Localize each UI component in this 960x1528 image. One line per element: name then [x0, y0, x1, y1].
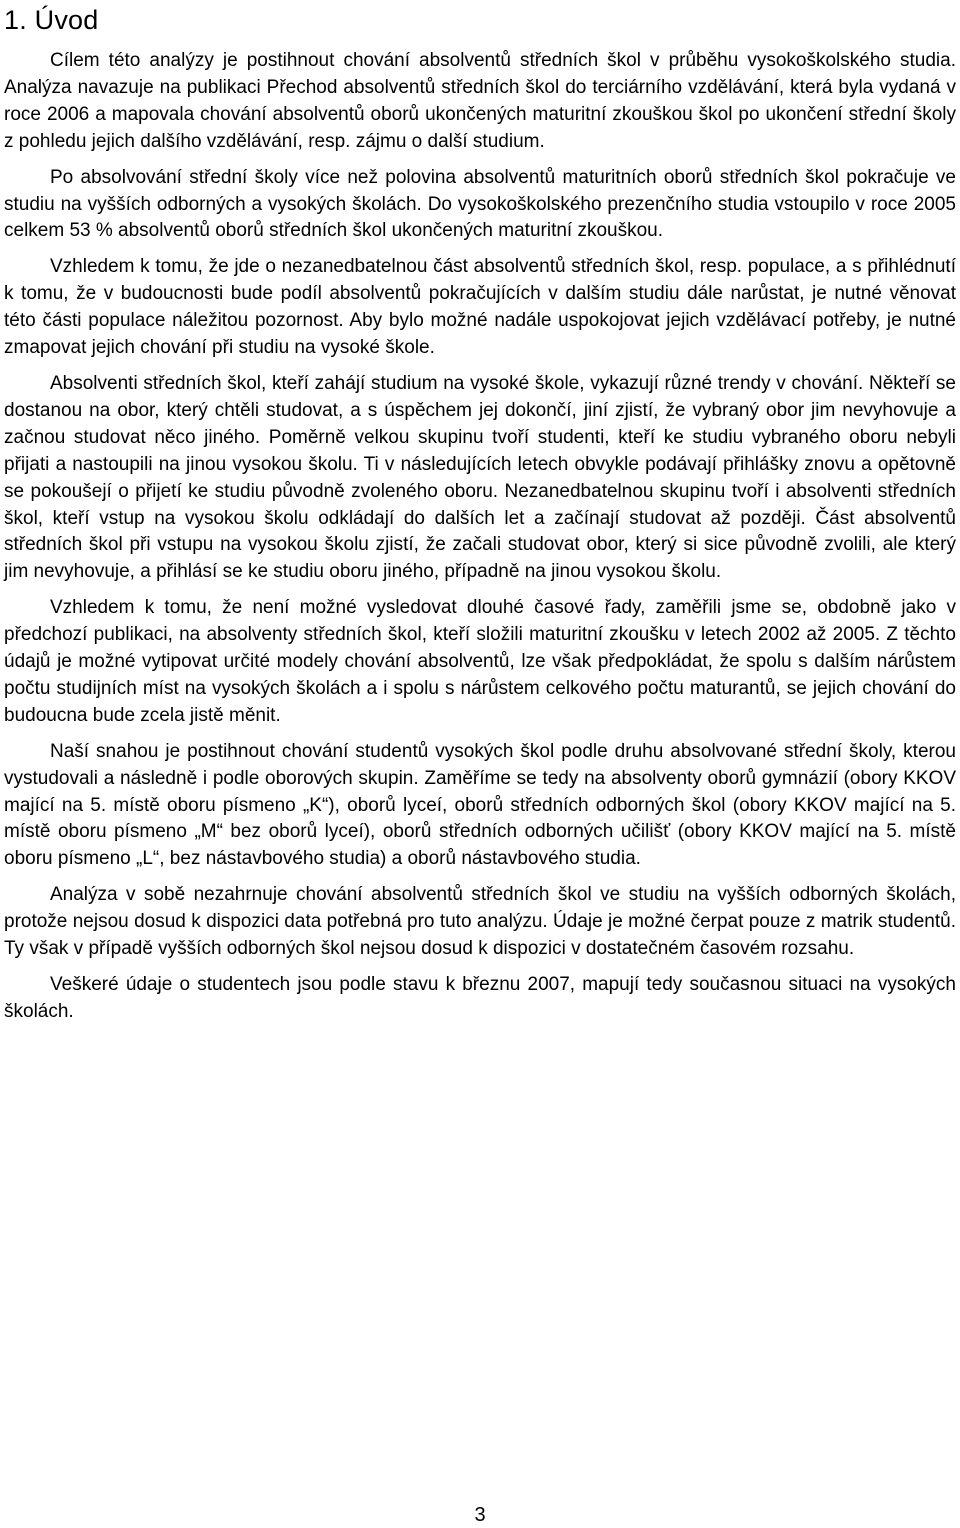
document-page: [4, 0, 956, 1026]
paragraph-data-date: Veškeré údaje o studentech jsou podle stavu k březnu 2007, mapují tedy současnou situaci na vysokých školách.: [4, 974, 956, 1022]
paragraph-time-series: Vzhledem k tomu, že není možné vysledovat dlouhé časové řady, zaměřili jsme se, obdobně jako v předchozí publikaci, na absolventy středních škol, kteří složili maturitní zkoušku v letech 2002 až 2005. Z těchto údajů je možné vytipovat určité modely chování absolventů, lze však předpokládat, že spolu s dalším nárůstem počtu studijních míst na vysokých školách a i spolu s nárůstem celkového počtu maturantů, se jejich chování do budoucna bude zcela jistě měnit.: [4, 597, 956, 726]
paragraph-scope: Naší snahou je postihnout chování studentů vysokých škol podle druhu absolvované střední školy, kterou vystudovali a následně i podle oborových skupin. Zaměříme se tedy na absolventy oborů gymnázií (obory KKOV mající na 5. místě oboru písmeno „K“), oborů lyceí, oborů středních odborných škol (obory KKOV mající na 5. místě oboru písmeno „M“ bez oborů lyceí), oborů středních odborných učilišť (obory KKOV mající na 5. místě oboru písmeno „L“, bez nástavbového studia) a oborů nástavbového studia.: [4, 740, 956, 870]
paragraph-continuation-rate: Po absolvování střední školy více než polovina absolventů maturitních oborů středních škol pokračuje ve studiu na vyšších odborných a vysokých školách. Do vysokoškolského prezenčního studia vstoupilo v roce 2005 celkem 53 % absolventů oborů středních škol ukončených maturitní zkouškou.: [4, 166, 956, 242]
paragraph-behaviour-trends: Absolventi středních škol, kteří zahájí studium na vysoké škole, vykazují různé trendy v chování. Někteří se dostanou na obor, který chtěli studovat, a s úspěchem jej dokončí, jiní zjistí, že vybraný obor jim nevyhovuje a začnou studovat něco jiného. Poměrně velkou skupinu tvoří studenti, kteří ke studiu vybraného oboru nebyli přijati a nastoupili na jinou vysokou školu. Ti v následujících letech obvykle podávají přihlášky znovu a opětovně se pokoušejí o přijetí ke studiu původně zvoleného oboru. Nezanedbatelnou skupinu tvoří i absolventi středních škol, kteří vstup na vysokou školu odkládají do dalších let a začínají studovat až později. Část absolventů středních škol při vstupu na vysokou školu zjistí, že začali studovat obor, který si sice původně zvolili, ale který jim nevyhovuje, a přihlásí se ke studiu oboru jiného, případně na jinou vysokou školu.: [4, 372, 956, 583]
section-heading: 1. Úvod: [4, 5, 99, 35]
paragraph-exclusions: Analýza v sobě nezahrnuje chování absolventů středních škol ve studiu na vyšších odborných školách, protože nejsou dosud k dispozici data potřebná pro tuto analýzu. Údaje je možné čerpat pouze z matrik studentů. Ty však v případě vyšších odborných škol nejsou dosud k dispozici v dostatečném časovém rozsahu.: [4, 884, 956, 960]
page-number: 3: [474, 1504, 486, 1526]
paragraph-importance: Vzhledem k tomu, že jde o nezanedbatelnou část absolventů středních škol, resp. populace, a s přihlédnutí k tomu, že v budoucnosti bude podíl absolventů pokračujících v dalším studiu dále narůstat, je nutné věnovat této části populace náležitou pozornost. Aby bylo možné nadále uspokojovat jejich vzdělávací potřeby, je nutné zmapovat jejich chování při studiu na vysoké škole.: [4, 256, 956, 359]
paragraph-intro: Cílem této analýzy je postihnout chování absolventů středních škol v průběhu vysokoškolského studia. Analýza navazuje na publikaci Přechod absolventů středních škol do terciárního vzdělávání, která byla vydaná v roce 2006 a mapovala chování absolventů oborů ukončených maturitní zkouškou škol po ukončení střední školy z pohledu jejich dalšího vzdělávání, resp. zájmu o další studium.: [4, 50, 956, 152]
